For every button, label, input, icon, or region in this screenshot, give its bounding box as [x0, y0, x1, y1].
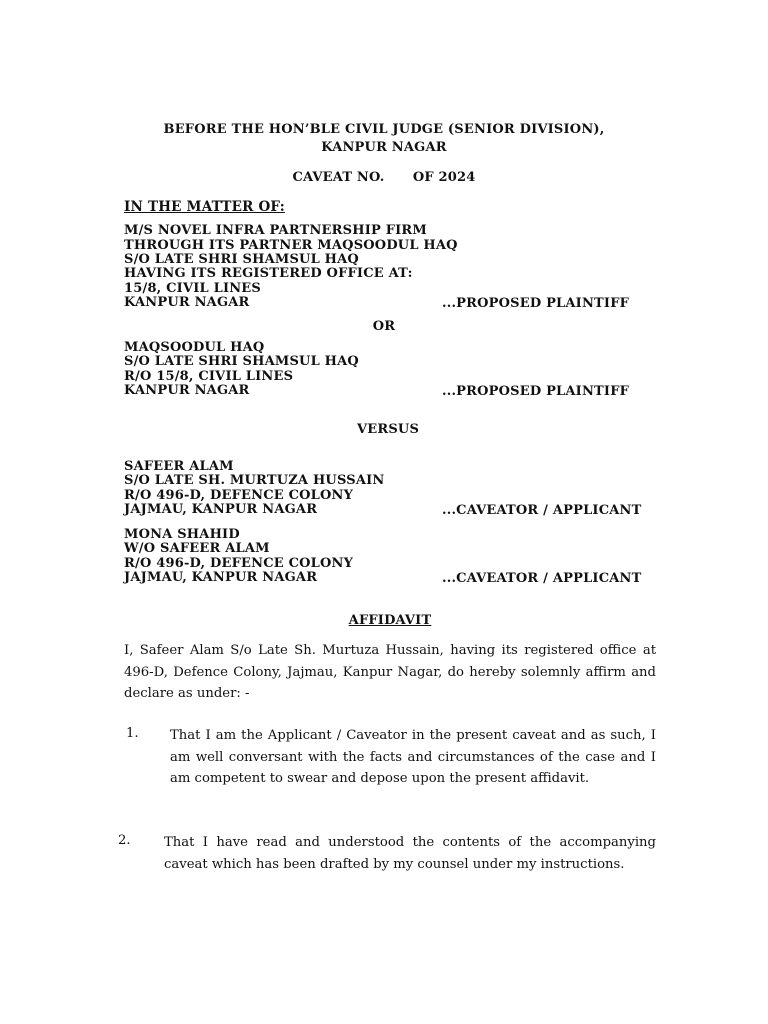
affidavit-heading: AFFIDAVIT — [348, 613, 432, 628]
caveator1-role: ...CAVEATOR / APPLICANT — [442, 503, 642, 518]
caveator1-line: S/O LATE SH. MURTUZA HUSSAIN — [124, 473, 385, 488]
party1-line: M/S NOVEL INFRA PARTNERSHIP FIRM — [124, 223, 428, 238]
affidavit-intro: I, Safeer Alam S/o Late Sh. Murtuza Hussain, having its registered office at 496-D, Defence Colony, Jajmau, Kanpur Nagar, do hereby solemnly affirm and declare as under: - — [124, 643, 656, 701]
or-label: OR — [372, 319, 396, 334]
party1-line: THROUGH ITS PARTNER MAQSOODUL HAQ — [124, 238, 458, 253]
affidavit-item-text: That I am the Applicant / Caveator in the present caveat and as such, I am well conversant with the facts and circumstances of the case and I am competent to swear and depose upon the present affidavit. — [170, 728, 656, 786]
affidavit-item-text: That I have read and understood the contents of the accompanying caveat which has been drafted by my counsel under my instructions. — [164, 835, 656, 872]
caveator2-line: JAJMAU, KANPUR NAGAR — [124, 570, 318, 585]
versus-label: VERSUS — [356, 422, 420, 437]
caveator2-line: R/O 496-D, DEFENCE COLONY — [124, 556, 354, 571]
caveator1-line: JAJMAU, KANPUR NAGAR — [124, 502, 318, 517]
party1-line: HAVING ITS REGISTERED OFFICE AT: — [124, 266, 413, 281]
party2-line: R/O 15/8, CIVIL LINES — [124, 369, 294, 384]
caveator2-line: W/O SAFEER ALAM — [124, 541, 270, 556]
caveat-number: CAVEAT NO. OF 2024 — [292, 170, 476, 185]
caveator2-line: MONA SHAHID — [124, 527, 240, 542]
item-number: 2. — [118, 833, 131, 848]
caveator1-line: SAFEER ALAM — [124, 459, 234, 474]
party2-role: ...PROPOSED PLAINTIFF — [442, 384, 630, 399]
court-title-line1: BEFORE THE HON’BLE CIVIL JUDGE (SENIOR DIVISION), — [163, 122, 605, 137]
matter-heading: IN THE MATTER OF: — [124, 199, 285, 215]
caveator1-line: R/O 496-D, DEFENCE COLONY — [124, 488, 354, 503]
party1-line: 15/8, CIVIL LINES — [124, 281, 261, 296]
party2-line: KANPUR NAGAR — [124, 383, 250, 398]
item-number: 1. — [126, 726, 139, 741]
party1-role: ...PROPOSED PLAINTIFF — [442, 296, 630, 311]
party1-line: S/O LATE SHRI SHAMSUL HAQ — [124, 252, 359, 267]
court-title-line2: KANPUR NAGAR — [321, 140, 447, 155]
party1-line: KANPUR NAGAR — [124, 295, 250, 310]
party2-line: S/O LATE SHRI SHAMSUL HAQ — [124, 354, 359, 369]
caveator2-role: ...CAVEATOR / APPLICANT — [442, 571, 642, 586]
party2-line: MAQSOODUL HAQ — [124, 340, 265, 355]
